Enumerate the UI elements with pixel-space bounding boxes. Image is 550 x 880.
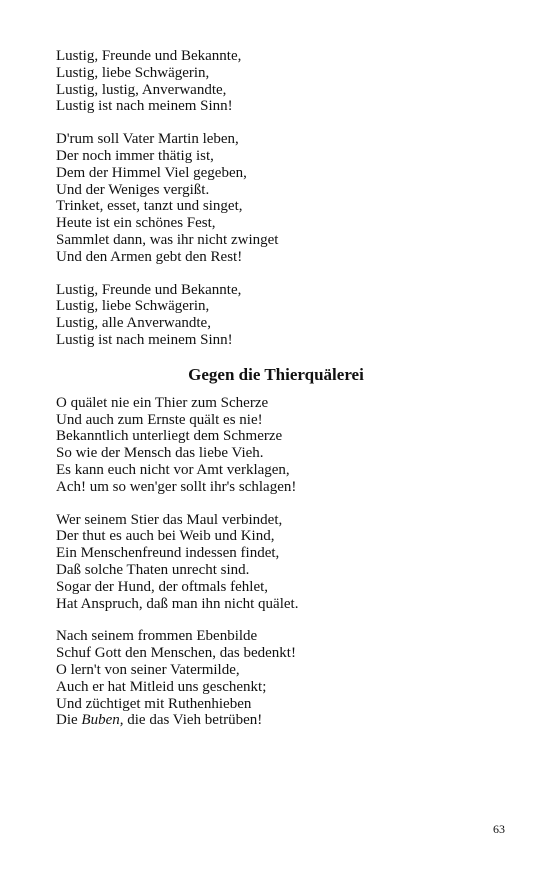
verse-line: Der noch immer thätig ist,	[56, 147, 214, 164]
emphasized-word: Buben,	[81, 712, 124, 729]
verse-line: Lustig, lustig, Anverwandte,	[56, 81, 227, 98]
verse-line: Lustig, liebe Schwägerin,	[56, 298, 210, 315]
verse-line: Lustig ist nach meinem Sinn!	[56, 98, 233, 115]
verse-line: So wie der Mensch das liebe Vieh.	[56, 445, 264, 462]
verse-line: Ach! um so wen'ger sollt ihr's schlagen!	[56, 478, 297, 495]
line-prefix: Die	[56, 712, 82, 729]
stanza	[56, 628, 496, 729]
verse-line: Sogar der Hund, der oftmals fehlet,	[56, 578, 269, 595]
verse-line: Und der Weniges vergißt.	[56, 181, 210, 198]
page-body	[56, 48, 496, 745]
verse-line: Der thut es auch bei Weib und Kind,	[56, 528, 275, 545]
verse-line: Und den Armen gebt den Rest!	[56, 248, 243, 265]
verse-line: Lustig, alle Anverwandte,	[56, 315, 211, 332]
verse-line: Trinket, esset, tanzt und singet,	[56, 198, 243, 215]
verse-line: Lustig, Freunde und Bekannte,	[56, 48, 242, 64]
verse-line: Auch er hat Mitleid uns geschenkt;	[56, 678, 267, 695]
line-suffix: die das Vieh betrüben!	[123, 712, 263, 729]
verse-line: Es kann euch nicht vor Amt verklagen,	[56, 461, 290, 478]
verse-line: Ein Menschenfreund indessen findet,	[56, 545, 280, 562]
verse-line: O quälet nie ein Thier zum Scherze	[56, 394, 269, 411]
verse-line: Und züchtiget mit Ruthenhieben	[56, 695, 252, 712]
verse-line: Wer seinem Stier das Maul verbindet,	[56, 511, 283, 528]
verse-line-last	[56, 712, 496, 729]
stanza	[56, 48, 496, 115]
verse-line: Heute ist ein schönes Fest,	[56, 215, 216, 232]
verse-line: D'rum soll Vater Martin leben,	[56, 131, 239, 148]
verse-line: Sammlet dann, was ihr nicht zwinget	[56, 231, 279, 248]
verse-line: Und auch zum Ernste quält es nie!	[56, 411, 263, 428]
stanza	[56, 282, 496, 349]
verse-line: Schuf Gott den Menschen, das bedenkt!	[56, 645, 296, 662]
verse-line: Lustig, Freunde und Bekannte,	[56, 281, 242, 298]
stanza	[56, 512, 496, 613]
verse-line: O lern't von seiner Vatermilde,	[56, 661, 240, 678]
verse-line: Dem der Himmel Viel gegeben,	[56, 164, 247, 181]
poem-title: Gegen die Thierquälerei	[188, 364, 364, 384]
verse-line: Hat Anspruch, daß man ihn nicht quälet.	[56, 595, 299, 612]
stanza	[56, 131, 496, 265]
verse-line: Lustig ist nach meinem Sinn!	[56, 331, 233, 348]
page-number: 63	[493, 822, 505, 836]
stanza	[56, 395, 496, 496]
verse-line: Daß solche Thaten unrecht sind.	[56, 561, 250, 578]
verse-line: Nach seinem frommen Ebenbilde	[56, 628, 258, 645]
verse-line: Bekanntlich unterliegt dem Schmerze	[56, 428, 283, 445]
verse-line: Lustig, liebe Schwägerin,	[56, 64, 210, 81]
